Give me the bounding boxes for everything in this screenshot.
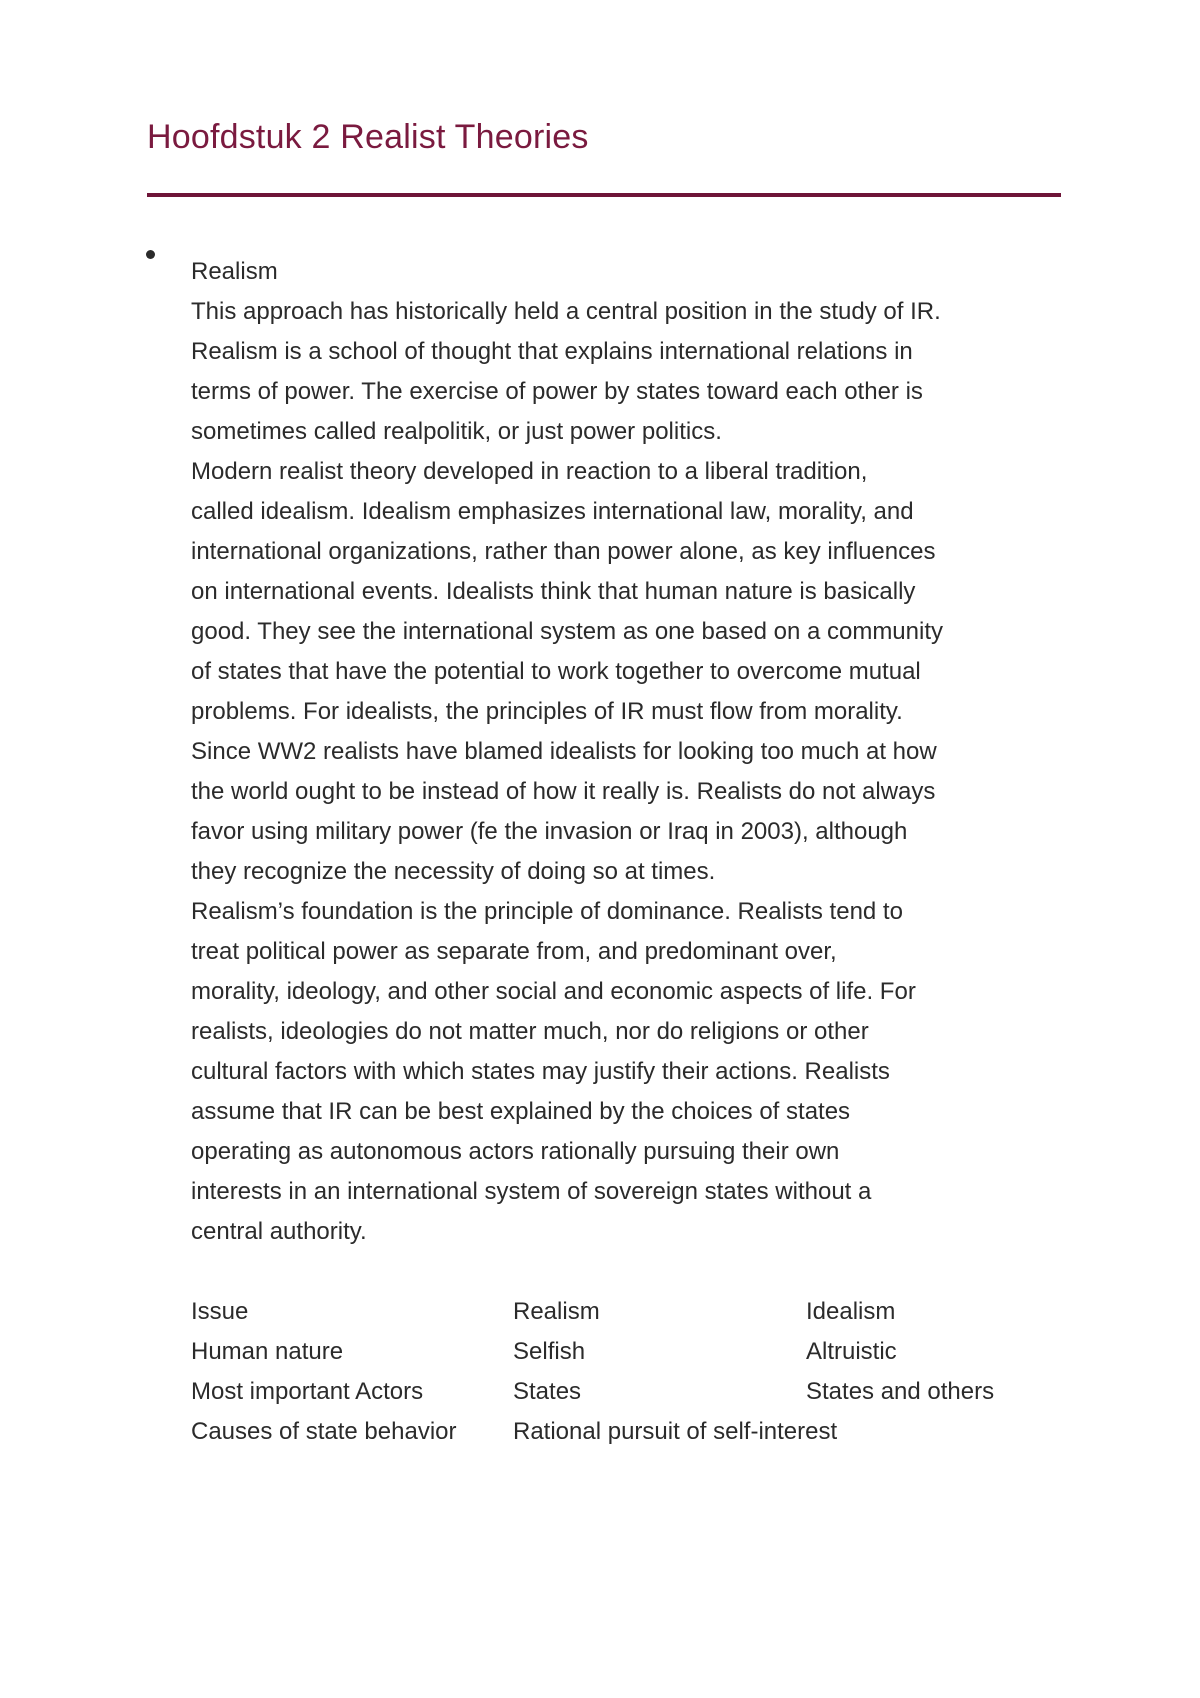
paragraph-line: favor using military power (fe the invasion or Iraq in 2003), although bbox=[191, 818, 908, 845]
table-cell-issue: Human nature bbox=[191, 1338, 344, 1365]
table-row bbox=[191, 1372, 1106, 1412]
page-title: Hoofdstuk 2 Realist Theories bbox=[147, 118, 589, 156]
table-cell-issue: Causes of state behavior bbox=[191, 1418, 457, 1445]
comparison-header-row bbox=[191, 1292, 1106, 1332]
column-header-realism: Realism bbox=[513, 1298, 600, 1325]
paragraph-line: international organizations, rather than power alone, as key influences bbox=[191, 538, 936, 565]
paragraph-line: called idealism. Idealism emphasizes international law, morality, and bbox=[191, 498, 914, 525]
title-underline-divider bbox=[147, 193, 1061, 197]
paragraph-line: morality, ideology, and other social and economic aspects of life. For bbox=[191, 978, 916, 1005]
table-row bbox=[191, 1332, 1106, 1372]
paragraph-line: treat political power as separate from, and predominant over, bbox=[191, 938, 837, 965]
section-label: Realism bbox=[191, 258, 278, 285]
paragraph-line: of states that have the potential to work together to overcome mutual bbox=[191, 658, 921, 685]
paragraph-line: Modern realist theory developed in reaction to a liberal tradition, bbox=[191, 458, 868, 485]
paragraph-line: Realism’s foundation is the principle of dominance. Realists tend to bbox=[191, 898, 903, 925]
paragraph-line: the world ought to be instead of how it really is. Realists do not always bbox=[191, 778, 936, 805]
comparison-table bbox=[191, 1292, 1106, 1452]
paragraph-line: problems. For idealists, the principles of IR must flow from morality. bbox=[191, 698, 903, 725]
column-header-issue: Issue bbox=[191, 1298, 249, 1325]
table-cell-realism: Rational pursuit of self-interest bbox=[513, 1418, 838, 1445]
table-row bbox=[191, 1412, 1106, 1452]
table-cell-realism: States bbox=[513, 1378, 582, 1405]
paragraph-line: cultural factors with which states may justify their actions. Realists bbox=[191, 1058, 890, 1085]
table-cell-realism: Selfish bbox=[513, 1338, 586, 1365]
paragraph-line: central authority. bbox=[191, 1218, 367, 1245]
table-cell-idealism: Altruistic bbox=[806, 1338, 897, 1365]
column-header-idealism: Idealism bbox=[806, 1298, 896, 1325]
paragraph-line: operating as autonomous actors rationally pursuing their own bbox=[191, 1138, 840, 1165]
paragraph-line: good. They see the international system as one based on a community bbox=[191, 618, 944, 645]
bullet-icon bbox=[146, 250, 155, 259]
table-cell-issue: Most important Actors bbox=[191, 1378, 424, 1405]
paragraph-line: they recognize the necessity of doing so at times. bbox=[191, 858, 716, 885]
paragraph-line: sometimes called realpolitik, or just power politics. bbox=[191, 418, 722, 445]
paragraph-line: This approach has historically held a central position in the study of IR. bbox=[191, 298, 941, 325]
paragraph-line: Since WW2 realists have blamed idealists for looking too much at how bbox=[191, 738, 937, 765]
paragraph-line: on international events. Idealists think that human nature is basically bbox=[191, 578, 916, 605]
paragraph-line: realists, ideologies do not matter much, nor do religions or other bbox=[191, 1018, 869, 1045]
section-body bbox=[191, 252, 1071, 1252]
paragraph-line: assume that IR can be best explained by the choices of states bbox=[191, 1098, 851, 1125]
paragraph-line: Realism is a school of thought that explains international relations in bbox=[191, 338, 913, 365]
paragraph-line: terms of power. The exercise of power by states toward each other is bbox=[191, 378, 923, 405]
table-cell-idealism bbox=[806, 1412, 1106, 1452]
table-cell-idealism: States and others bbox=[806, 1378, 995, 1405]
paragraph-line: interests in an international system of sovereign states without a bbox=[191, 1178, 872, 1205]
